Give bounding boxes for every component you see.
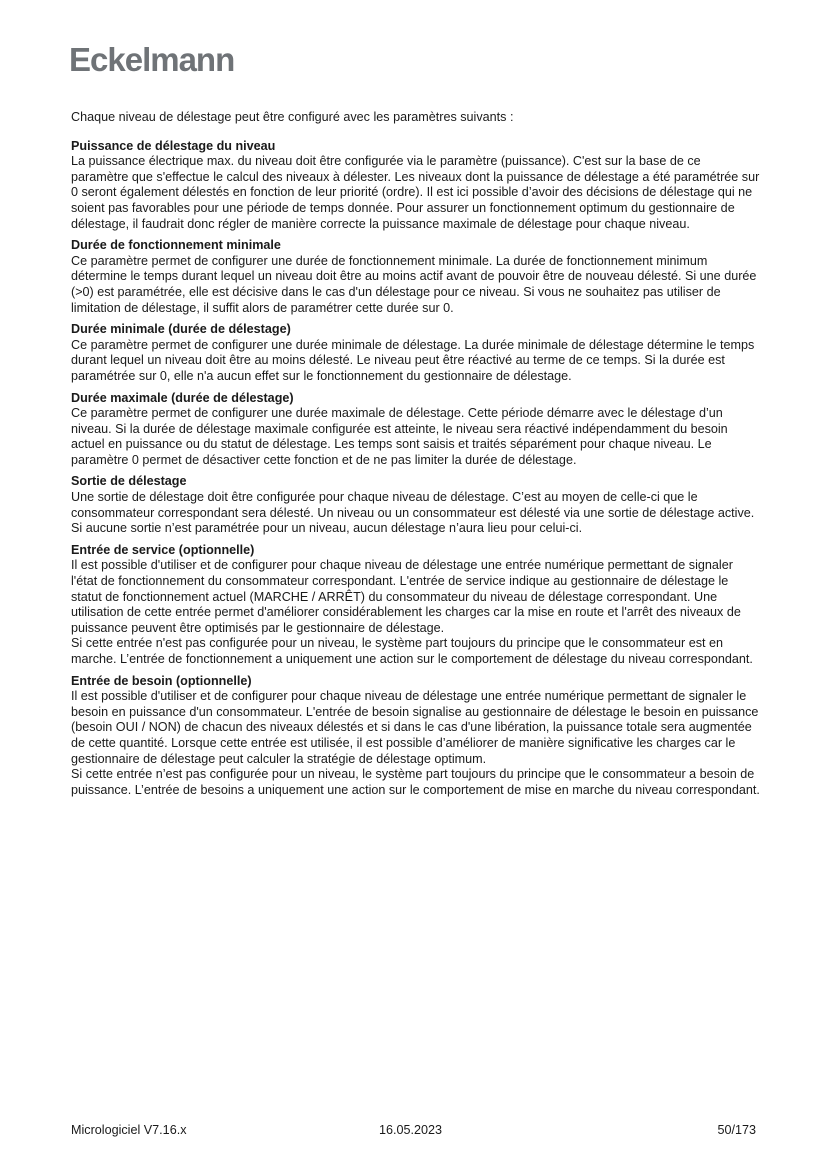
section-heading: Durée minimale (durée de délestage) xyxy=(71,322,291,337)
section-entree-besoin xyxy=(71,674,761,799)
footer-date: 16.05.2023 xyxy=(379,1123,443,1137)
section-heading: Entrée de besoin (optionnelle) xyxy=(71,673,252,688)
section-paragraph: Il est possible d'utiliser et de configurer pour chaque niveau de délestage une entrée numérique permettant de signaler l'état de fonctionnement du consommateur correspondant. L'entrée de service indique au gestionnaire de délestage le statut de fonctionnement actuel (MARCHE / ARRÊT) du consommateur du niveau de délestage correspondant. Une utilisation de cette entrée permet d'améliorer considérablement les charges car la mise en route et l'arrêt des niveaux de puissance peuvent être optimisés par le gestionnaire de délestage. xyxy=(71,558,741,635)
section-heading: Entrée de service (optionnelle) xyxy=(71,542,255,557)
section-paragraph: Ce paramètre permet de configurer une durée minimale de délestage. La durée minimale de délestage détermine le temps durant lequel un niveau doit être au moins délesté. Le niveau peut être réactivé au terme de ce temps. Si la durée est paramétrée sur 0, elle n'a aucun effet sur le fonctionnement du gestionnaire de délestage. xyxy=(71,337,755,383)
footer-page-number: 50/173 xyxy=(717,1123,756,1137)
section-heading: Sortie de délestage xyxy=(71,474,187,489)
footer-software-version: Micrologiciel V7.16.x xyxy=(71,1123,187,1137)
section-paragraph: Si cette entrée n’est pas configurée pour un niveau, le système part toujours du principe que le consommateur a besoin de puissance. L’entrée de besoins a uniquement une action sur le comportement de mise en marche du niveau correspondant. xyxy=(71,767,760,797)
section-paragraph: Une sortie de délestage doit être configurée pour chaque niveau de délestage. C’est au moyen de celle-ci que le consommateur correspondant sera délesté. Un niveau ou un consommateur est délesté via une sortie de délestage active. Si aucune sortie n’est paramétrée pour un niveau, aucun délestage n’aura lieu pour celui-ci. xyxy=(71,490,755,536)
section-paragraph: La puissance électrique max. du niveau doit être configurée via le paramètre (puissance). C'est sur la base de ce paramètre que s'effectue le calcul des niveaux à délester. Les niveaux dont la puissance de délestage a été paramétrée sur 0 seront également délestés en fonction de leur priorité (ordre). Il est ici possible d’avoir des décisions de délestage qui ne soient pas favorables pour une période de temps donnée. Pour assurer un fonctionnement optimum du gestionnaire de délestage, il faudrait donc régler de manière correcte la puissance maximale de délestage pour chaque niveau. xyxy=(71,154,760,231)
section-duree-maximale xyxy=(71,391,761,469)
section-heading: Durée de fonctionnement minimale xyxy=(71,238,281,253)
section-puissance xyxy=(71,139,761,233)
section-heading: Puissance de délestage du niveau xyxy=(71,138,276,153)
document-body xyxy=(71,110,761,804)
section-sortie xyxy=(71,474,761,536)
section-paragraph: Il est possible d'utiliser et de configurer pour chaque niveau de délestage une entrée numérique permettant de signaler le besoin en puissance d'un consommateur. L'entrée de besoin signalise au gestionnaire de délestage le besoin en puissance (besoin OUI / NON) de chacun des niveaux délestés et si dans le cas d'une libération, la puissance totale sera augmentée de cette quantité. Lorsque cette entrée est utilisée, il est possible d’améliorer de manière significative les charges car le gestionnaire de délestage peut calculer la stratégie de délestage optimum. xyxy=(71,689,759,766)
section-heading: Durée maximale (durée de délestage) xyxy=(71,390,294,405)
section-duree-fonctionnement xyxy=(71,238,761,316)
intro-text: Chaque niveau de délestage peut être configuré avec les paramètres suivants : xyxy=(71,110,514,124)
section-paragraph: Ce paramètre permet de configurer une durée maximale de délestage. Cette période démarre avec le délestage d’un niveau. Si la durée de délestage maximale configurée est atteinte, le niveau sera réactivé indépendamment du besoin actuel en puissance ou du statut de délestage. Les temps sont saisis et traités séparément pour chaque niveau. Le paramètre 0 permet de désactiver cette fonction et de ne pas limiter la durée de délestage. xyxy=(71,406,728,467)
eckelmann-logo: Eckelmann xyxy=(69,41,235,78)
section-paragraph: Si cette entrée n'est pas configurée pour un niveau, le système part toujours du principe que le consommateur est en marche. L’entrée de fonctionnement a uniquement une action sur le comportement de délestage du niveau correspondant. xyxy=(71,636,753,666)
section-paragraph: Ce paramètre permet de configurer une durée de fonctionnement minimale. La durée de fonctionnement minimum détermine le temps durant lequel un niveau doit être au moins actif avant de pouvoir être de nouveau délesté. Si une durée (>0) est paramétrée, elle est décisive dans le cas d'un délestage pour ce niveau. Si vous ne souhaitez pas utiliser de limitation de délestage, il suffit alors de paramétrer cette durée sur 0. xyxy=(71,253,757,315)
section-entree-service xyxy=(71,543,761,668)
section-duree-minimale xyxy=(71,322,761,384)
